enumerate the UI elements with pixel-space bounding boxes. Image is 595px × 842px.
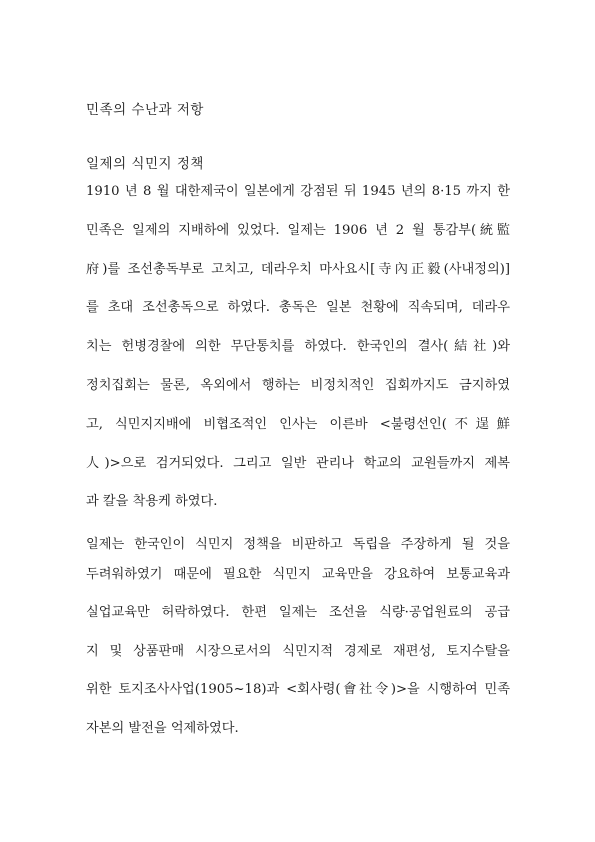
paragraph-line: 지 및 상품판매 시장으로서의 식민지적 경제로 재편성, 토지수탈을 <box>86 643 510 659</box>
paragraph-line: 위한 토지조사사업(1905~18)과 <회사령(會社令)>을 시행하여 민족 <box>86 682 510 697</box>
paragraph-line: 정치집회는 물론, 옥외에서 행하는 비정치적인 집회까지도 금지하였 <box>86 377 510 393</box>
paragraph-line: 府)를 조선총독부로 고치고, 데라우치 마사요시[寺內正毅(사내정의)] <box>86 261 510 277</box>
paragraph-line: 1910 년 8 월 대한제국이 일본에게 강점된 뒤 1945 년의 8·15 까지 한 <box>86 184 510 199</box>
page-title: 민족의 수난과 저항 <box>86 102 204 118</box>
paragraph-line: 일제는 한국인이 식민지 정책을 비판하고 독립을 주장하게 될 것을 <box>86 537 510 552</box>
paragraph-line: 고, 식민지지배에 비협조적인 인사는 이른바 <불령선인(不逞鮮 <box>86 416 510 432</box>
paragraph-line: 두려워하였기 때문에 필요한 식민지 교육만을 강요하여 보통교육과 <box>86 566 510 582</box>
paragraph-line: 민족은 일제의 지배하에 있었다. 일제는 1906 년 2 월 통감부(統監 <box>86 222 510 238</box>
paragraph-line: 치는 헌병경찰에 의한 무단통치를 하였다. 한국인의 결사(結社)와 <box>86 339 510 355</box>
paragraph-line: 과 칼을 착용케 하였다. <box>86 494 218 510</box>
paragraph-1 <box>86 183 510 532</box>
paragraph-2 <box>86 536 510 749</box>
paragraph-line: 를 초대 조선총독으로 하였다. 총독은 일본 천황에 직속되며, 데라우 <box>86 300 510 316</box>
paragraph-line: 자본의 발전을 억제하였다. <box>86 720 239 736</box>
paragraph-line: 人)>으로 검거되었다. 그리고 일반 관리나 학교의 교원들까지 제복 <box>86 455 510 471</box>
paragraph-line: 실업교육만 허락하였다. 한편 일제는 조선을 식량·공업원료의 공급 <box>86 605 510 620</box>
section-heading: 일제의 식민지 정책 <box>86 156 204 172</box>
